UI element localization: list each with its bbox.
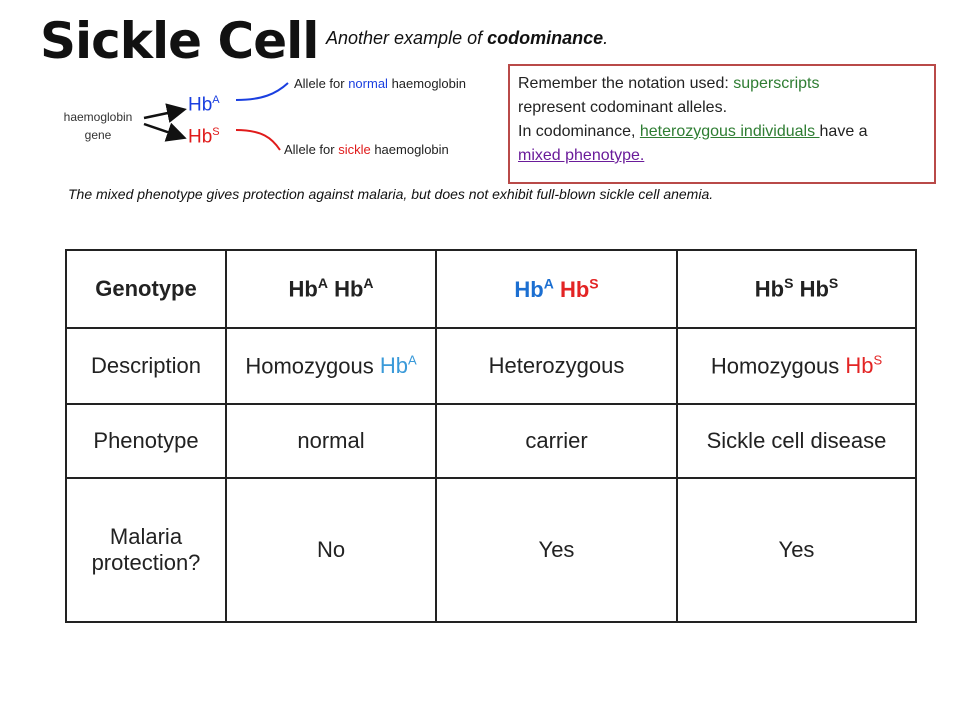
subtitle-keyword: codominance (487, 28, 604, 48)
arrow-to-hbs (144, 124, 182, 137)
description-hbs-hbs: Homozygous $Hb^S$ (677, 328, 916, 403)
allele-hba: $Hb^A$ (188, 94, 220, 116)
row-label-malaria: Malaria protection? (66, 478, 226, 622)
subtitle-prefix: Another example of (326, 28, 488, 48)
table-row (66, 478, 916, 622)
curve-sickle (236, 130, 280, 150)
page-title: Sickle Cell (40, 12, 319, 70)
mixed-phenotype-link[interactable]: mixed phenotype. (518, 147, 645, 164)
note-line-1: Remember the notation used: superscripts (518, 75, 820, 92)
description-hba-hba: Homozygous $Hb^A$ (226, 328, 436, 403)
header-hba-hbs: $Hb^A$ $Hb^S$ (436, 250, 677, 328)
curve-normal (236, 83, 288, 100)
notation-note-box (508, 64, 936, 184)
allele-note-normal: Allele for normal haemoglobin (294, 76, 467, 91)
malaria-hba-hba: No (226, 478, 436, 622)
phenotype-hba-hba: normal (226, 404, 436, 479)
description-hba-hbs: Heterozygous (436, 328, 677, 403)
malaria-hba-hbs: Yes (436, 478, 677, 622)
malaria-hbs-hbs: Yes (677, 478, 916, 622)
arrow-to-hba (144, 110, 182, 118)
allele-hbs: $Hb^S$ (188, 126, 220, 148)
genotype-table (65, 249, 917, 623)
phenotype-hba-hbs: carrier (436, 404, 677, 479)
phenotype-hbs-hbs: Sickle cell disease (677, 404, 916, 479)
table-row (66, 328, 916, 403)
gene-label-line2: gene (84, 128, 112, 142)
note-line-2: represent codominant alleles. (518, 99, 728, 116)
table-row (66, 404, 916, 479)
allele-note-sickle: Allele for sickle haemoglobin (284, 142, 449, 157)
subtitle (326, 28, 608, 49)
header-hba-hba: $Hb^A$ $Hb^A$ (226, 250, 436, 328)
subtitle-suffix: . (603, 28, 609, 48)
heterozygous-link[interactable]: heterozygous individuals (639, 123, 820, 140)
header-genotype: Genotype (66, 250, 226, 328)
row-label-phenotype: Phenotype (66, 404, 226, 479)
note-line-4 (518, 144, 926, 168)
note-line-3: In codominance, heterozygous individuals have a (518, 123, 868, 140)
row-label-description: Description (66, 328, 226, 403)
table-header-row (66, 250, 916, 328)
caption: The mixed phenotype gives protection against malaria, but does not exhibit full-blown sickle cell anemia. (68, 186, 714, 202)
gene-label-line1: haemoglobin (63, 110, 133, 124)
header-hbs-hbs: $Hb^S$ $Hb^S$ (677, 250, 916, 328)
gene-label (56, 108, 140, 144)
